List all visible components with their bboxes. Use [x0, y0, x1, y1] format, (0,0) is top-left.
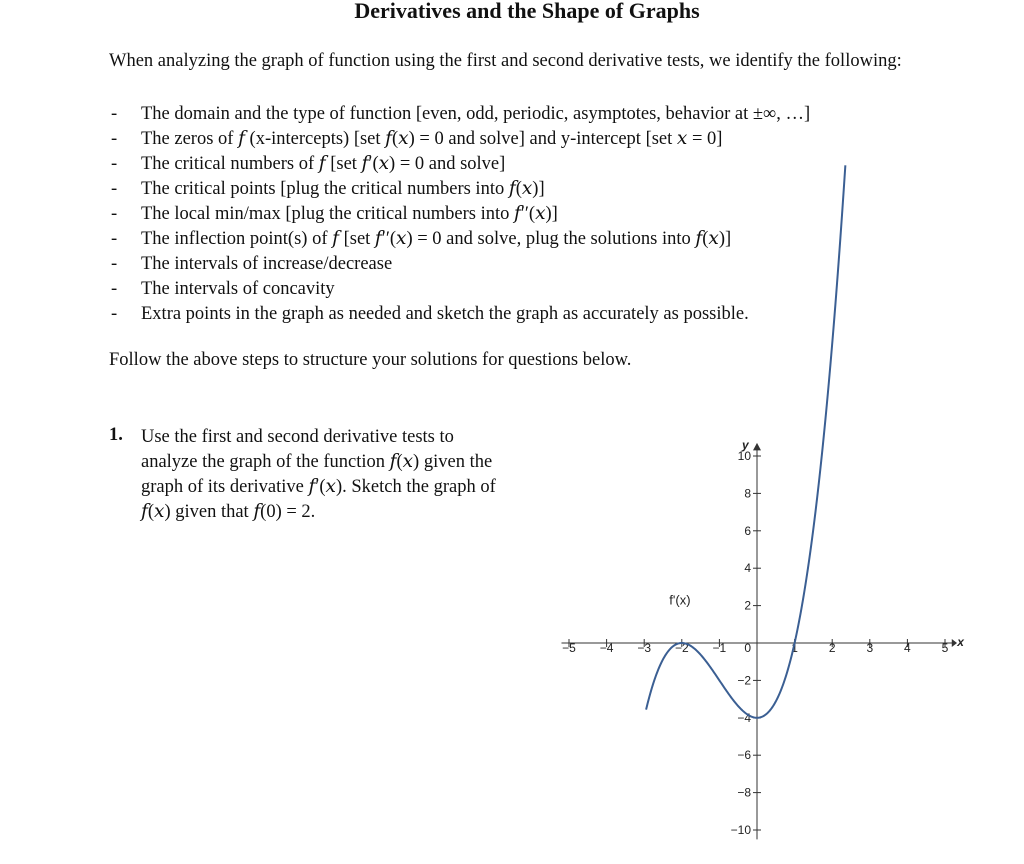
- curve-label: f'(x): [669, 592, 691, 608]
- bullet-dash: -: [111, 129, 118, 149]
- x-tick-label: 3: [866, 641, 874, 655]
- x-tick-label: −2: [674, 641, 689, 655]
- y-tick-label: 10: [737, 449, 751, 463]
- tick-labels: [562, 438, 965, 837]
- y-tick-label: −2: [737, 673, 751, 688]
- x-tick-label: 2: [828, 641, 836, 655]
- x-tick-label: −3: [637, 641, 652, 655]
- y-tick-label: 4: [744, 561, 751, 576]
- axes: [561, 443, 957, 839]
- page-title: Derivatives and the Shape of Graphs: [354, 0, 700, 23]
- step-text: The critical numbers of 𝑓 [set 𝑓′(𝑥) = 0 and solve]: [141, 154, 506, 174]
- step-text: The intervals of increase/decrease: [141, 254, 393, 274]
- y-axis-label: y: [742, 437, 749, 452]
- y-tick-label: −10: [730, 823, 751, 837]
- bullet-dash: -: [111, 179, 118, 199]
- bullet-dash: -: [111, 304, 118, 324]
- y-tick-label: 2: [744, 598, 751, 613]
- bullet-dash: -: [111, 104, 118, 124]
- bullet-dash: -: [111, 154, 118, 174]
- step-text: The critical points [plug the critical numbers into 𝑓(𝑥)]: [141, 179, 545, 199]
- x-tick-label: 5: [941, 641, 949, 655]
- y-tick-label: 6: [744, 523, 751, 538]
- x-tick-label: 1: [791, 641, 798, 655]
- bullet-dash: -: [111, 204, 118, 224]
- y-tick-label: −4: [737, 710, 751, 725]
- step-text: The local min/max [plug the critical numbers into 𝑓′′(𝑥)]: [141, 204, 558, 224]
- x-axis-arrow: [952, 639, 957, 647]
- step-text: The inflection point(s) of 𝑓 [set 𝑓′′(𝑥) = 0 and solve, plug the solutions into 𝑓(𝑥)]: [141, 229, 732, 249]
- y-axis-arrow: [753, 443, 761, 450]
- question-text: Use the first and second derivative tests to analyze the graph of the function 𝑓(𝑥) given the graph of its derivative 𝑓′(𝑥). Sketch the graph of 𝑓(𝑥) given that 𝑓(0) = 2.: [141, 427, 496, 522]
- x-axis-label: x: [957, 635, 964, 649]
- x-tick-label: −1: [712, 641, 727, 655]
- intro-paragraph: When analyzing the graph of function using the first and second derivative tests, we identify the following:: [109, 51, 902, 71]
- x-tick-label: −4: [599, 641, 614, 655]
- bullet-dash: -: [111, 254, 118, 274]
- x-tick-label: 4: [904, 641, 911, 655]
- y-tick-label: 8: [744, 486, 751, 501]
- instructions-note: Follow the above steps to structure your solutions for questions below.: [109, 350, 632, 370]
- step-text: The zeros of 𝑓 (x-intercepts) [set 𝑓(𝑥) = 0 and solve] and y-intercept [set 𝑥 = 0]: [141, 129, 723, 149]
- y-tick-label: −8: [737, 785, 751, 800]
- step-text: Extra points in the graph as needed and sketch the graph as accurately as possible.: [141, 304, 749, 324]
- question-number: 1.: [109, 425, 123, 445]
- bullet-dash: -: [111, 279, 118, 299]
- step-text: The domain and the type of function [even, odd, periodic, asymptotes, behavior at ±∞, …]: [141, 104, 811, 124]
- step-text: The intervals of concavity: [141, 279, 335, 299]
- origin-label: 0: [744, 641, 751, 655]
- x-tick-label: −5: [562, 641, 576, 655]
- y-tick-label: −6: [737, 748, 751, 763]
- bullet-dash: -: [111, 229, 118, 249]
